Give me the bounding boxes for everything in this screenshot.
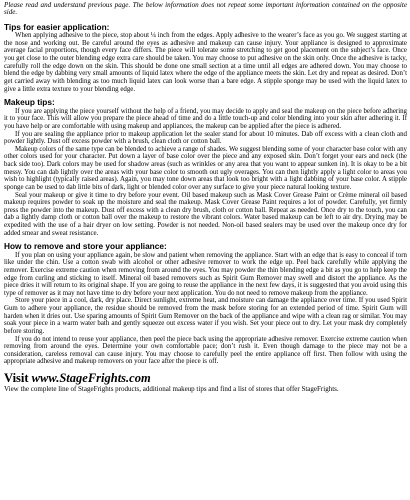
makeup-tips-paragraph-3: Makeup colors of the same type can be blended to achieve a range of shades. We suggest blending some of your character base color with any other colors used for your character. Put down a layer of base color over the piece and any exposed skin. Don’t forget your ears and neck (the back side too). Dark colors may be used for shadow areas (such as wrinkles or any area that you want to appear sunken in). It is okay to be a bit messy. You can dab lightly over the areas with your base color to smooth out ugly overages. You can then lightly apply a light color to areas you wish to highlight (typically raised areas). Again, you may tone down areas that look too bright with a light dabbing of your base color. A stipple sponge can be used to dab little bits of dark, light or blended color over any surface to give your piece natural looking texture. — [4, 145, 407, 191]
makeup-tips-paragraph-2: If you are sealing the appliance prior to makeup application let the sealer stand for about 10 minutes. Dab off excess with a clean cloth and powder lightly. Dust off excess powder with a brush, clean cloth or cotton ball. — [4, 130, 407, 146]
remove-store-paragraph-2: Store your piece in a cool, dark, dry place. Direct sunlight, extreme heat, and moisture can damage the appliance over time. If you used Spirit Gum to adhere your appliance, the residue should be removed from the mask before storing for an extended period of time. Spirit Gum will harden when it dries out. Use sparing amounts of Spirit Gum Remover on the back of the appliance and wipe with a clean rag or similar. You may soak your piece in a warm water bath and gently squeeze out excess water if you wish. Set your piece out to dry. Let your mask dry completely before storing. — [4, 297, 407, 335]
visit-prefix: Visit — [4, 371, 32, 386]
website-link[interactable]: www.StageFrights.com — [31, 371, 151, 386]
section-title-remove-store: How to remove and store your appliance: — [4, 241, 167, 252]
section-title-makeup-tips: Makeup tips: — [4, 97, 55, 108]
remove-store-paragraph-3: If you do not intend to reuse your appliance, then peel the piece back using the appropriate adhesive remover. Exercise extreme caution when removing from around the eyes. Determine your own comfortable pace; don’t rush it. Even though damage to the piece may not be a consideration, careless removal can cause injury. You may choose to carefully peel the entire appliance off first. Then follow with using the appropriate adhesive and makeup removers on your face after the piece is off. — [4, 335, 407, 366]
notice-text: Please read and understand previous page. The below information does not repeat some important information contained on the opposite side. — [4, 1, 407, 17]
makeup-tips-paragraph-1: If you are applying the piece yourself without the help of a friend, you may decide to apply and seal the makeup on the piece before adhering it to your face. This will allow you prepare the piece ahead of time and do a little touch-up and color blending into your skin after adhering it. If you have help or are comfortable with using makeup and appliances, the makeup can be applied after the piece is adhered. — [4, 107, 407, 130]
makeup-tips-paragraph-4: Seal your makeup or give it time to dry before your event. Oil based makeup such as Mask Cover Grease Paint or Crème mineral oil based makeup requires powder to soak up the moisture and seal the makeup. Mask Cover Grease Paint requires a lot of powder. Carefully, yet firmly press the powder into the makeup. Dust off excess with a clean dry brush, cloth or cotton ball. Repeat as needed. Once dry to the touch, you can dab a lightly damp cloth or cotton ball over the makeup to restore the vibrant colors. Water based makeup can be left to air dry. Drying may be expedited with the use of a hair dryer on low setting. Powder is not needed. Non-oil based sealers may be used over the makeup once dry for added smear and sweat resistance. — [4, 191, 407, 237]
application-tips-paragraph: When applying adhesive to the piece, stop about ¼ inch from the edges. Apply adhesive to the wearer’s face as you go. We suggest starting at the nose and working out. Be careful around the eyes as adhesive and makeup can cause injury. Your appliance is designed to approximate average facial proportions, though every face differs. The piece will tolerate some stretching to get good placement on the subject’s face. Once you get close to the outer blending edge extra care should be taken. You may choose to put adhesive on the skin only. Once the adhesive is tacky, carefully roll the edge down on the skin. This should be done one small section at a time until all edges are adhered down. You may choose to blend the edge by dabbing very small amounts of liquid latex where the edge of the appliance meets the skin. Let dry and repeat as desired. Don’t get carried away with blending as too much liquid latex can look worse than a bare edge. A stipple sponge may be used with the liquid latex to give a little extra texture to your blending edge. — [4, 32, 407, 93]
remove-store-paragraph-1: If you plan on using your appliance again, be slow and patient when removing the appliance. Start with an edge that is easy to conceal if torn like under the chin. Use a cotton swab with alcohol or other adhesive remover to work the edge up. Peel back carefully while applying the remover. Exercise extreme caution when removing from around the eyes. You may powder the thin blending edge a bit as you go to help keep the edge from curling and sticking to itself. Mineral oil based removers such as Spirit Gum Remover may swell and distort the appliance. As the piece dries it will return to its original shape. If you are going to reuse the appliance in the next few days, it is suggested that you avoid using this type of remover as it may not have time to dry before your next application. You do not need to remove makeup from the appliance. — [4, 251, 407, 297]
section-title-application-tips: Tips for easier application: — [4, 21, 110, 32]
footer-text: View the complete line of StageFrights products, additional makeup tips and find a list of stores that offer StageFrights. — [4, 385, 339, 394]
visit-line — [4, 372, 407, 385]
